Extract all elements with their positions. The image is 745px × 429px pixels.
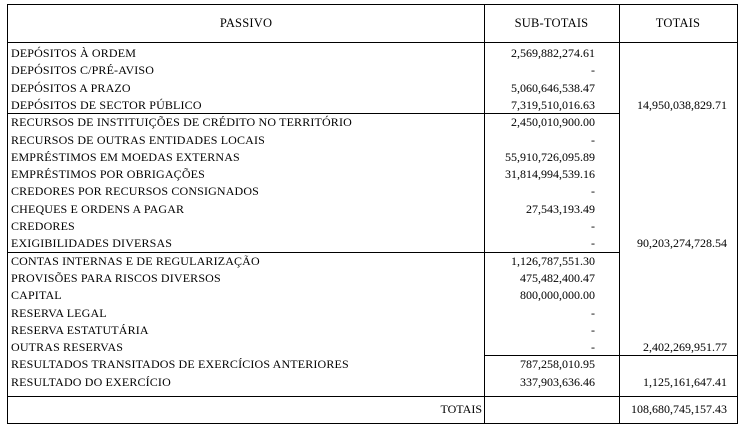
row-label: RECURSOS DE OUTRAS ENTIDADES LOCAIS [11, 132, 265, 147]
row-subtotal: - [591, 236, 595, 251]
row-label: RESULTADO DO EXERCÍCIO [11, 374, 171, 389]
row-label: RESERVA LEGAL [11, 305, 107, 320]
table-row [8, 356, 737, 373]
totals-row [8, 396, 737, 423]
row-subtotal: - [591, 340, 595, 355]
row-subtotal: 31,814,994,539.16 [505, 167, 595, 182]
table-row [8, 253, 737, 270]
table-row [8, 166, 737, 183]
table-row [8, 305, 737, 322]
row-label: EMPRÉSTIMOS POR OBRIGAÇÕES [11, 167, 205, 182]
row-subtotal: - [591, 63, 595, 78]
row-label: OUTRAS RESERVAS [11, 340, 124, 355]
row-subtotal: 337,903,636.46 [520, 374, 595, 389]
row-label: EXIGIBILIDADES DIVERSAS [11, 236, 173, 251]
row-subtotal: 475,482,400.47 [520, 270, 595, 285]
row-label: CAPITAL [11, 288, 62, 303]
balance-sheet-table [7, 4, 738, 424]
row-subtotal: 787,258,010.95 [520, 357, 595, 372]
row-label: DEPÓSITOS C/PRÉ-AVISO [11, 63, 155, 78]
table-row [8, 149, 737, 166]
row-label: CHEQUES E ORDENS A PAGAR [11, 201, 185, 216]
row-label: RECURSOS DE INSTITUIÇÕES DE CRÉDITO NO TERRITÓRIO [11, 115, 352, 130]
row-subtotal: 27,543,193.49 [526, 201, 595, 216]
table-row [8, 97, 737, 114]
row-subtotal: - [591, 132, 595, 147]
table-row [8, 270, 737, 287]
table-row [8, 80, 737, 97]
table-row [8, 201, 737, 218]
table-row [8, 218, 737, 235]
table-row [8, 183, 737, 200]
header-totais: TOTAIS [655, 16, 701, 30]
row-subtotal: 7,319,510,016.63 [511, 97, 595, 112]
totals-label: TOTAIS [440, 402, 482, 416]
row-label: CONTAS INTERNAS E DE REGULARIZAÇÃO [11, 253, 260, 268]
row-label: DEPÓSITOS A PRAZO [11, 80, 131, 95]
header-divider [8, 42, 737, 43]
row-total: 1,125,161,647.41 [643, 374, 727, 389]
table-row [8, 339, 737, 356]
table-row [8, 132, 737, 149]
table-row [8, 235, 737, 252]
table-row [8, 114, 737, 131]
row-subtotal: - [591, 305, 595, 320]
header-subtotais: SUB-TOTAIS [514, 16, 589, 30]
subtotal-divider [484, 355, 619, 356]
table-row [8, 287, 737, 304]
row-subtotal: - [591, 184, 595, 199]
table-row [8, 62, 737, 79]
row-subtotal: - [591, 219, 595, 233]
row-label: CREDORES POR RECURSOS CONSIGNADOS [11, 184, 260, 199]
row-label: CREDORES [11, 219, 75, 233]
row-label: PROVISÕES PARA RISCOS DIVERSOS [11, 270, 221, 285]
table-row [8, 322, 737, 339]
row-label: RESERVA ESTATUTÁRIA [11, 322, 149, 337]
row-label: RESULTADOS TRANSITADOS DE EXERCÍCIOS ANTERIORES [11, 357, 349, 372]
row-subtotal: 1,126,787,551.30 [511, 253, 595, 268]
header-passivo: PASSIVO [219, 16, 273, 30]
grand-total-value: 108,680,745,157.43 [631, 402, 727, 416]
row-subtotal: 5,060,646,538.47 [511, 80, 595, 95]
row-total: 90,203,274,728.54 [637, 236, 727, 251]
row-subtotal: - [591, 322, 595, 337]
row-total: 2,402,269,951.77 [643, 340, 727, 355]
row-subtotal: 800,000,000.00 [520, 288, 595, 303]
row-label: EMPRÉSTIMOS EM MOEDAS EXTERNAS [11, 149, 240, 164]
row-subtotal: 55,910,726,095.89 [505, 149, 595, 164]
row-label: DEPÓSITOS À ORDEM [11, 46, 137, 60]
table-row [8, 374, 737, 391]
table-row [8, 45, 737, 62]
row-subtotal: 2,450,010,900.00 [511, 115, 595, 130]
row-label: DEPÓSITOS DE SECTOR PÚBLICO [11, 97, 202, 112]
row-subtotal: 2,569,882,274.61 [511, 46, 595, 60]
total-divider [619, 355, 737, 356]
row-total: 14,950,038,829.71 [637, 97, 727, 112]
